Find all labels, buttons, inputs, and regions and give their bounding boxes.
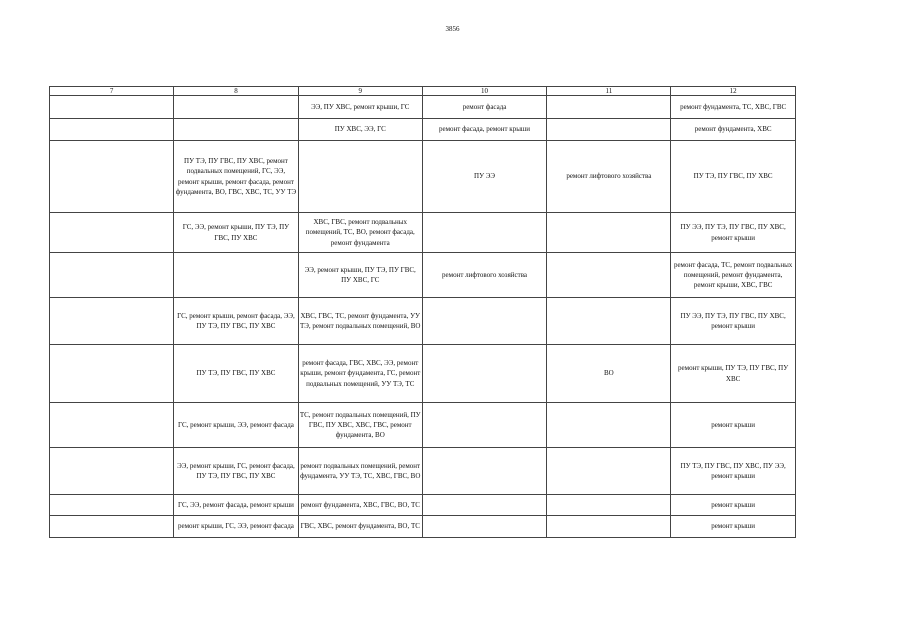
table-cell: ВО [547,345,671,403]
table-cell [547,403,671,448]
page-number: 3856 [445,25,460,33]
table-cell [50,345,174,403]
table-cell [422,298,546,345]
table-cell: ТС, ремонт подвальных помещений, ПУ ГВС, ПУ ХВС, ХВС, ГВС, ремонт фундамента, ВО [298,403,422,448]
table-row [50,516,796,538]
table-cell [547,213,671,253]
table-row [50,448,796,495]
column-header: 7 [50,87,174,96]
table-cell: ремонт крыши [671,403,795,448]
table-cell: ГВС, ХВС, ремонт фундамента, ВО, ТС [298,516,422,538]
table-cell: ХВС, ГВС, ремонт подвальных помещений, ТС, ВО, ремонт фасада, ремонт фундамента [298,213,422,253]
table-cell [50,96,174,119]
column-header: 10 [422,87,546,96]
table-row [50,298,796,345]
table-cell: ПУ ЭЭ [422,141,546,213]
table-cell [422,403,546,448]
table-cell: ХВС, ГВС, ТС, ремонт фундамента, УУ ТЭ, ремонт подвальных помещений, ВО [298,298,422,345]
column-header: 9 [298,87,422,96]
table-cell: ремонт фундамента, ХВС [671,119,795,141]
table-cell [50,119,174,141]
table-cell: ЭЭ, ремонт крыши, ГС, ремонт фасада, ПУ ТЭ, ПУ ГВС, ПУ ХВС [174,448,298,495]
table-cell [422,345,546,403]
table-row [50,96,796,119]
table-body [50,96,796,538]
table-cell: ГС, ремонт крыши, ремонт фасада, ЭЭ, ПУ ТЭ, ПУ ГВС, ПУ ХВС [174,298,298,345]
table-cell: ПУ ТЭ, ПУ ГВС, ПУ ХВС [671,141,795,213]
table-cell: ремонт фасада, ГВС, ХВС, ЭЭ, ремонт крыши, ремонт фундамента, ГС, ремонт подвальных помещений, УУ ТЭ, ТС [298,345,422,403]
table-cell: ремонт фасада [422,96,546,119]
table-cell [50,448,174,495]
table-cell [547,253,671,298]
table-cell [50,495,174,516]
table-cell [50,403,174,448]
table-cell: ПУ ХВС, ЭЭ, ГС [298,119,422,141]
table-cell: ремонт крыши [671,516,795,538]
table-cell [547,516,671,538]
table-cell: ЭЭ, ПУ ХВС, ремонт крыши, ГС [298,96,422,119]
table-cell: ремонт лифтового хозяйства [547,141,671,213]
table-cell: ПУ ЭЭ, ПУ ТЭ, ПУ ГВС, ПУ ХВС, ремонт крыши [671,213,795,253]
table-cell: ПУ ЭЭ, ПУ ТЭ, ПУ ГВС, ПУ ХВС, ремонт крыши [671,298,795,345]
column-header: 12 [671,87,795,96]
table-cell [298,141,422,213]
table-row [50,403,796,448]
table-cell: ремонт фундамента, ХВС, ГВС, ВО, ТС [298,495,422,516]
table-cell [422,213,546,253]
table-cell: ремонт фасада, ремонт крыши [422,119,546,141]
table-cell: ремонт крыши, ГС, ЭЭ, ремонт фасада [174,516,298,538]
table-cell [50,213,174,253]
table-cell [174,119,298,141]
table-cell: ремонт крыши [671,495,795,516]
table-row [50,345,796,403]
table-row [50,119,796,141]
table-cell [547,495,671,516]
table-row [50,213,796,253]
table-cell: ремонт фундамента, ТС, ХВС, ГВС [671,96,795,119]
column-number-row [50,87,796,96]
table-cell [174,253,298,298]
table-cell [174,96,298,119]
table-cell: ремонт подвальных помещений, ремонт фундамента, УУ ТЭ, ТС, ХВС, ГВС, ВО [298,448,422,495]
table-cell: ГС, ЭЭ, ремонт фасада, ремонт крыши [174,495,298,516]
table-cell: ГС, ЭЭ, ремонт крыши, ПУ ТЭ, ПУ ГВС, ПУ ХВС [174,213,298,253]
table-cell: ПУ ТЭ, ПУ ГВС, ПУ ХВС [174,345,298,403]
table-row [50,253,796,298]
table-cell: ремонт лифтового хозяйства [422,253,546,298]
table-cell [547,448,671,495]
table-cell [50,141,174,213]
table-cell [422,495,546,516]
table-row [50,141,796,213]
column-header: 8 [174,87,298,96]
table-cell [50,516,174,538]
table-cell [547,298,671,345]
table-cell [50,298,174,345]
works-table [49,86,796,538]
table-cell [547,96,671,119]
table-cell [547,119,671,141]
column-header: 11 [547,87,671,96]
table-cell: ремонт фасада, ТС, ремонт подвальных помещений, ремонт фундамента, ремонт крыши, ХВС, ГВС [671,253,795,298]
table-cell [422,448,546,495]
table-row [50,495,796,516]
table-cell [50,253,174,298]
table-cell: ремонт крыши, ПУ ТЭ, ПУ ГВС, ПУ ХВС [671,345,795,403]
table-cell: ПУ ТЭ, ПУ ГВС, ПУ ХВС, ПУ ЭЭ, ремонт крыши [671,448,795,495]
table-cell: ГС, ремонт крыши, ЭЭ, ремонт фасада [174,403,298,448]
table-cell: ПУ ТЭ, ПУ ГВС, ПУ ХВС, ремонт подвальных помещений, ГС, ЭЭ, ремонт крыши, ремонт фасада, ремонт фундамента, ВО, ГВС, ХВС, ТС, УУ ТЭ [174,141,298,213]
table-cell: ЭЭ, ремонт крыши, ПУ ТЭ, ПУ ГВС, ПУ ХВС, ГС [298,253,422,298]
table-cell [422,516,546,538]
